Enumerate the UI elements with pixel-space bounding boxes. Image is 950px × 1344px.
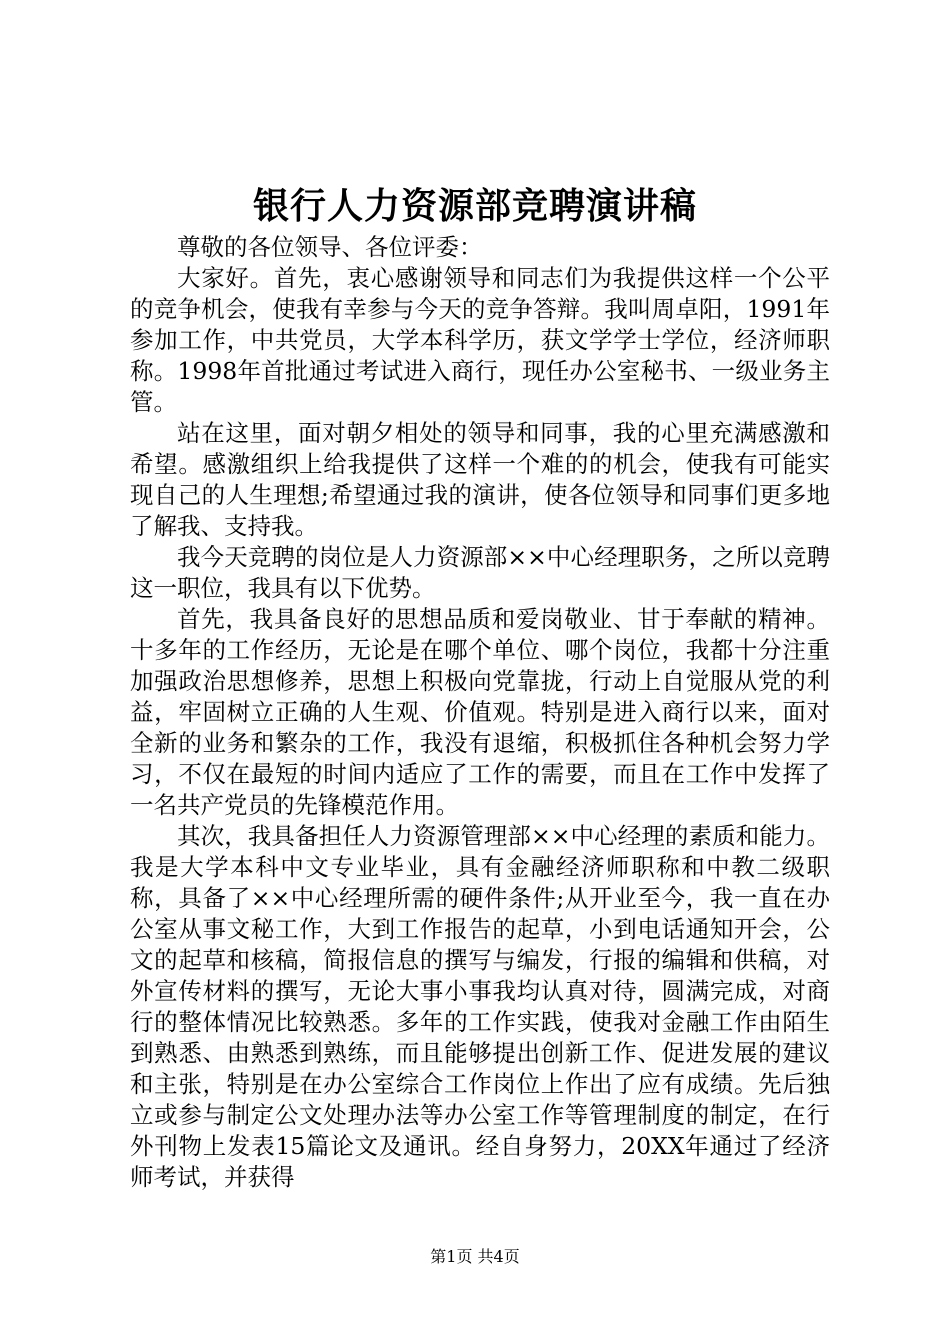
document-title: 银行人力资源部竞聘演讲稿 (252, 185, 697, 227)
body-paragraph: 我今天竞聘的岗位是人力资源部××中心经理职务，之所以竞聘这一职位，我具有以下优势。 (130, 543, 830, 602)
body-paragraph: 首先，我具备良好的思想品质和爱岗敬业、甘于奉献的精神。十多年的工作经历，无论是在哪个单位、哪个岗位，我都十分注重加强政治思想修养，思想上积极向党靠拢，行动上自觉服从党的利益，牢固树立正确的人生观、价值观。特别是进入商行以来，面对全新的业务和繁杂的工作，我没有退缩，积极抓住各种机会努力学习，不仅在最短的时间内适应了工作的需要，而且在工作中发挥了一名共产党员的先锋模范作用。 (130, 605, 830, 819)
document-body (130, 232, 830, 1193)
body-paragraph: 大家好。首先，衷心感谢领导和同志们为我提供这样一个公平的竞争机会，使我有幸参与今天的竞争答辩。我叫周卓阳，1991年参加工作，中共党员，大学本科学历，获文学学士学位，经济师职称。1998年首批通过考试进入商行，现任办公室秘书、一级业务主管。 (130, 264, 830, 416)
body-paragraph: 其次，我具备担任人力资源管理部××中心经理的素质和能力。我是大学本科中文专业毕业，具有金融经济师职称和中教二级职称，具备了××中心经理所需的硬件条件;从开业至今，我一直在办公室从事文秘工作，大到工作报告的起草，小到电话通知开会，公文的起草和核稿，简报信息的撰写与编发，行报的编辑和供稿，对外宣传材料的撰写，无论大事小事我均认真对待，圆满完成，对商行的整体情况比较熟悉。多年的工作实践，使我对金融工作由陌生到熟悉、由熟悉到熟练，而且能够提出创新工作、促进发展的建议和主张，特别是在办公室综合工作岗位上作出了应有成绩。先后独立或参与制定公文处理办法等办公室工作等管理制度的制定，在行外刊物上发表15篇论文及通讯。经自身努力，20XX年通过了经济师考试，并获得 (130, 822, 830, 1191)
page-number-footer: 第1页 共4页 (430, 1247, 520, 1266)
body-paragraph: 站在这里，面对朝夕相处的领导和同事，我的心里充满感激和希望。感激组织上给我提供了这样一个难的的机会，使我有可能实现自己的人生理想;希望通过我的演讲，使各位领导和同事们更多地了解我、支持我。 (130, 419, 830, 540)
salutation-paragraph: 尊敬的各位领导、各位评委： (177, 233, 483, 261)
